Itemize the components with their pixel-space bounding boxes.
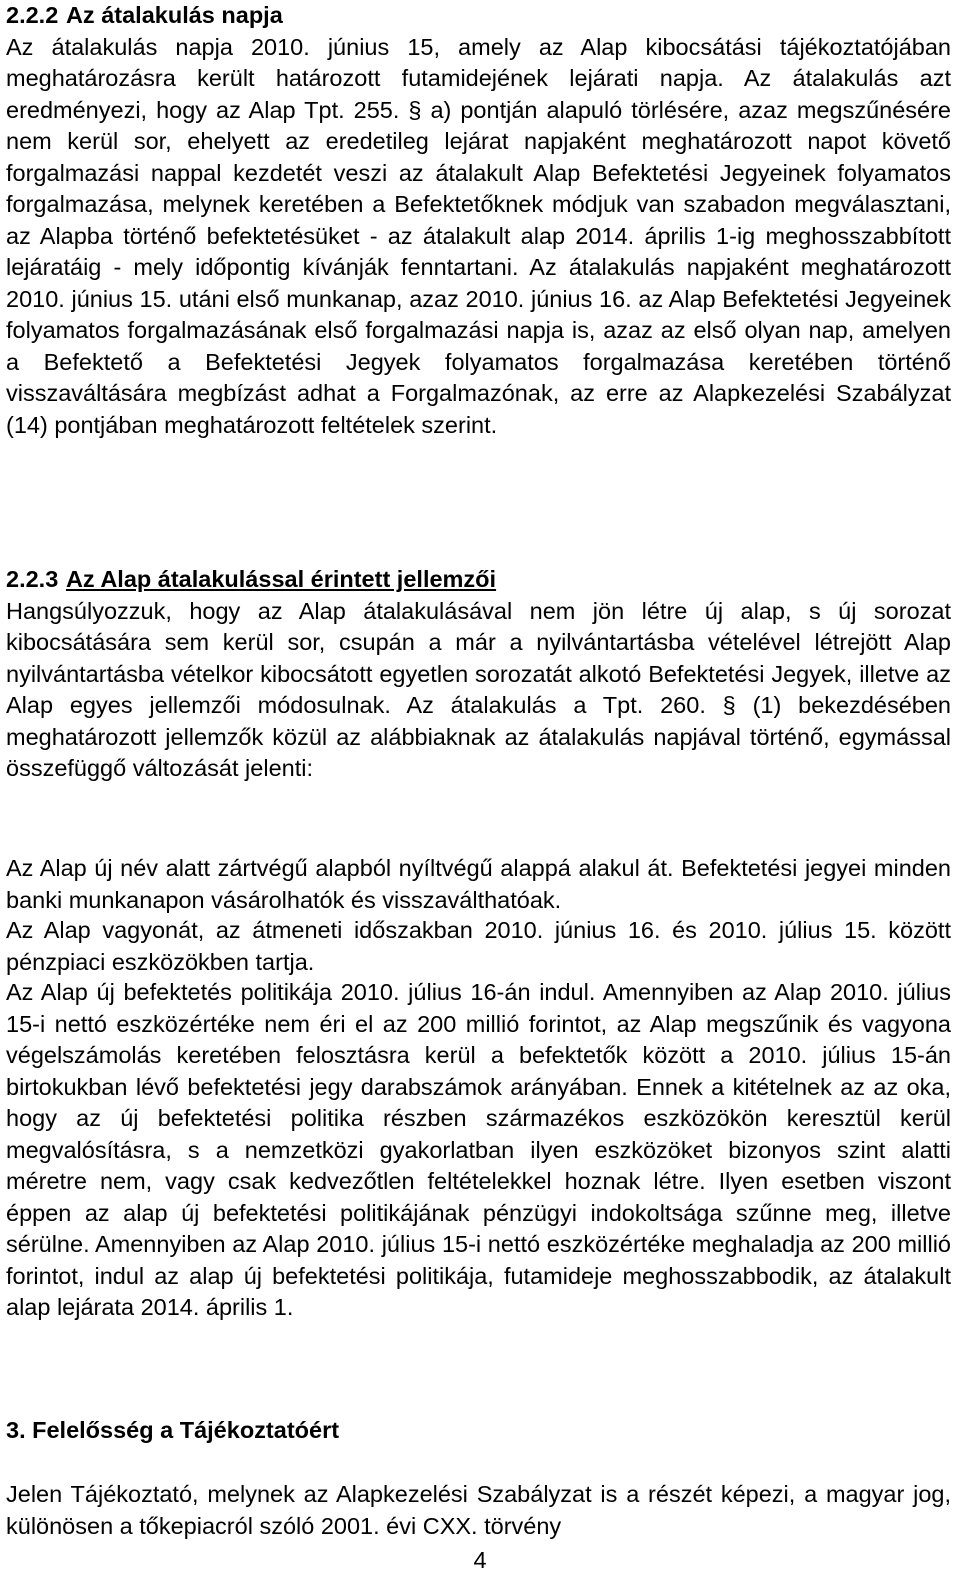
paragraph: Az átalakulás napja 2010. június 15, amely az Alap kibocsátási tájékoztatójában meghatározásra került határozott futamidejének lejárati napja. Az átalakulás azt eredményezi, hogy az Alap Tpt. 255. § a) pontján alapuló törlésére, azaz megszűnésére nem kerül sor, ehelyett az eredetileg lejárat napjaként meghatározott napot követő forgalmazási nappal kezdetét veszi az átalakult Alap Befektetési Jegyeinek folyamatos forgalmazása, melynek keretében a Befektetőknek módjuk van szabadon megválasztani, az Alapba történő befektetésüket - az átalakult alap 2014. április 1-ig meghosszabbított lejáratáig - mely időpontig kívánják fenntartani. Az átalakulás napjaként meghatározott 2010. június 15. utáni első munkanap, azaz 2010. június 16. az Alap Befektetési Jegyeinek folyamatos forgalmazásának első forgalmazási napja is, azaz az első olyan nap, amelyen a Befektető a Befektetési Jegyek folyamatos forgalmazása keretében történő visszaváltására megbízást adhat a Forgalmazónak, az erre az Alapkezelési Szabályzat (14) pontjában meghatározott feltételek szerint. xyxy=(6,33,951,438)
section-2-2-2 xyxy=(6,0,951,441)
page-number: 4 xyxy=(473,1547,487,1573)
paragraph: Hangsúlyozzuk, hogy az Alap átalakulásával nem jön létre új alap, s új sorozat kibocsátására sem kerül sor, csupán a már a nyilvántartásba vételével létrejött Alap nyilvántartásba vételkor kibocsátott egyetlen sorozatát alkotó Befektetési Jegyek, illetve az Alap egyes jellemzői módosulnak. Az átalakulás a Tpt. 260. § (1) bekezdésében meghatározott jellemzők közül az alábbiaknak az átalakulás napjával történő, egymással összefüggő változását jelenti: xyxy=(6,597,951,781)
section-title: Az Alap átalakulással érintett jellemzői xyxy=(65,566,497,592)
section-3 xyxy=(6,1415,951,1447)
section-heading xyxy=(6,564,951,596)
paragraph-investment-policy: Az Alap új befektetés politikája 2010. július 16-án indul. Amennyiben az Alap 2010. július 15-i nettó eszközértéke nem éri el az 200 millió forintot, az Alap megszűnik és vagyona végelszámolás keretében felosztásra kerül a befektetők között a 2010. július 15-án birtokukban lévő befektetési jegy darabszámok arányában. Ennek a kitételnek az az oka, hogy az új befektetési politika részben származékos eszközökön keresztül kerül megvalósításra, s a nemzetközi gyakorlatban ilyen eszközöket bizonyos szint alatti méretre nem, vagy csak kedvezőtlen feltételekkel hoznak létre. Ilyen esetben viszont éppen az alap új befektetési politikájának pénzügyi indokoltsága szűnne meg, illetve sérülne. Amennyiben az Alap 2010. július 15-i nettó eszközértéke meghaladja az 200 millió forintot, indul az alap új befektetési politikája, futamideje meghosszabbodik, az átalakult alap lejárata 2014. április 1. xyxy=(6,979,951,1320)
section-number: 2.2.3 xyxy=(6,566,59,592)
paragraph: Jelen Tájékoztató, melynek az Alapkezelési Szabályzat is a részét képezi, a magyar jog, különösen a tőkepiacról szóló 2001. évi CXX. törvény xyxy=(6,1481,951,1539)
section-title: Az átalakulás napja xyxy=(65,2,283,28)
section-heading: 3. Felelősség a Tájékoztatóért xyxy=(6,1417,340,1443)
paragraph-transformation: Az Alap új név alatt zártvégű alapból nyíltvégű alappá alakul át. Befektetési jegyei minden banki munkanapon vásárolhatók és visszaválthatóak. xyxy=(6,855,951,913)
section-number: 2.2.2 xyxy=(6,2,59,28)
section-2-2-3 xyxy=(6,564,951,785)
section-heading xyxy=(6,0,951,32)
paragraph-assets: Az Alap vagyonát, az átmeneti időszakban 2010. június 16. és 2010. július 15. között pénzpiaci eszközökben tartja. xyxy=(6,917,951,975)
